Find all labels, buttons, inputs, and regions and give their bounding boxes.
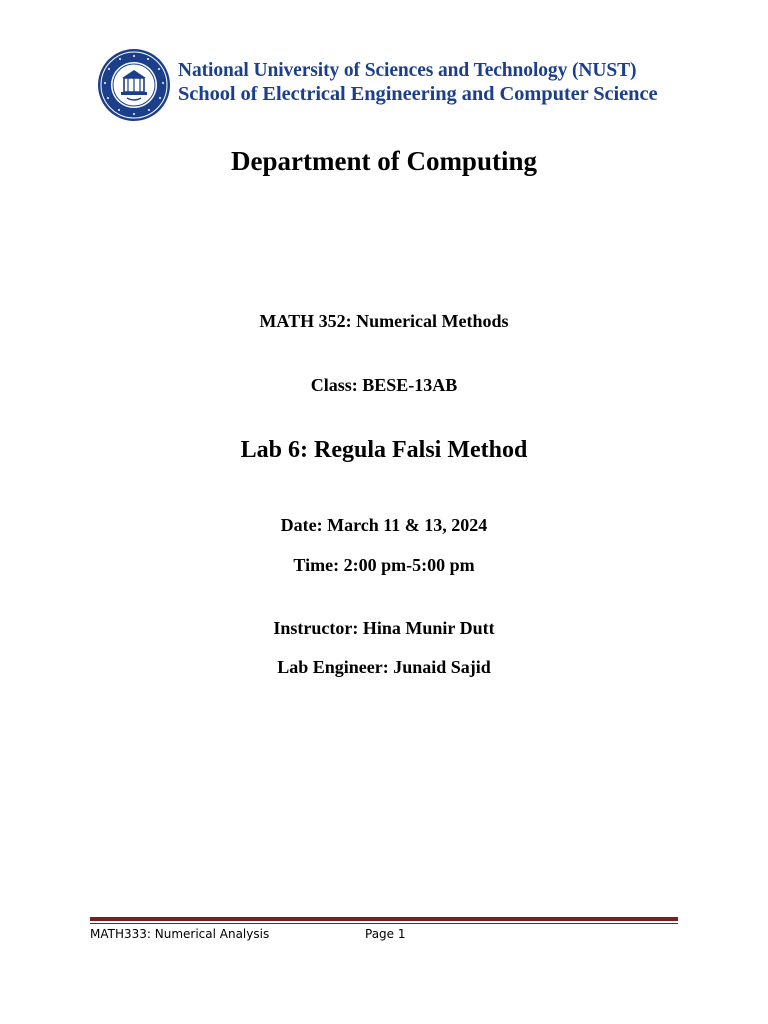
school-name: School of Electrical Engineering and Computer Science — [178, 83, 658, 105]
footer-rule-thin — [90, 923, 678, 924]
class-line: Class: BESE-13AB — [310, 375, 458, 395]
nust-crest-icon — [97, 48, 171, 122]
course-line: MATH 352: Numerical Methods — [259, 311, 509, 331]
university-name: National University of Sciences and Technology (NUST) — [178, 60, 637, 81]
date-line: Date: March 11 & 13, 2024 — [280, 515, 488, 535]
time-line: Time: 2:00 pm-5:00 pm — [293, 555, 475, 575]
lab-title: Lab 6: Regula Falsi Method — [240, 437, 528, 463]
footer-rule — [90, 917, 678, 921]
footer-page-number: Page 1 — [365, 927, 406, 941]
footer-course-label: MATH333: Numerical Analysis — [90, 927, 270, 941]
department-title: Department of Computing — [231, 146, 537, 176]
lab-engineer-line: Lab Engineer: Junaid Sajid — [277, 657, 491, 677]
instructor-line: Instructor: Hina Munir Dutt — [273, 618, 495, 638]
document-header — [97, 48, 697, 124]
